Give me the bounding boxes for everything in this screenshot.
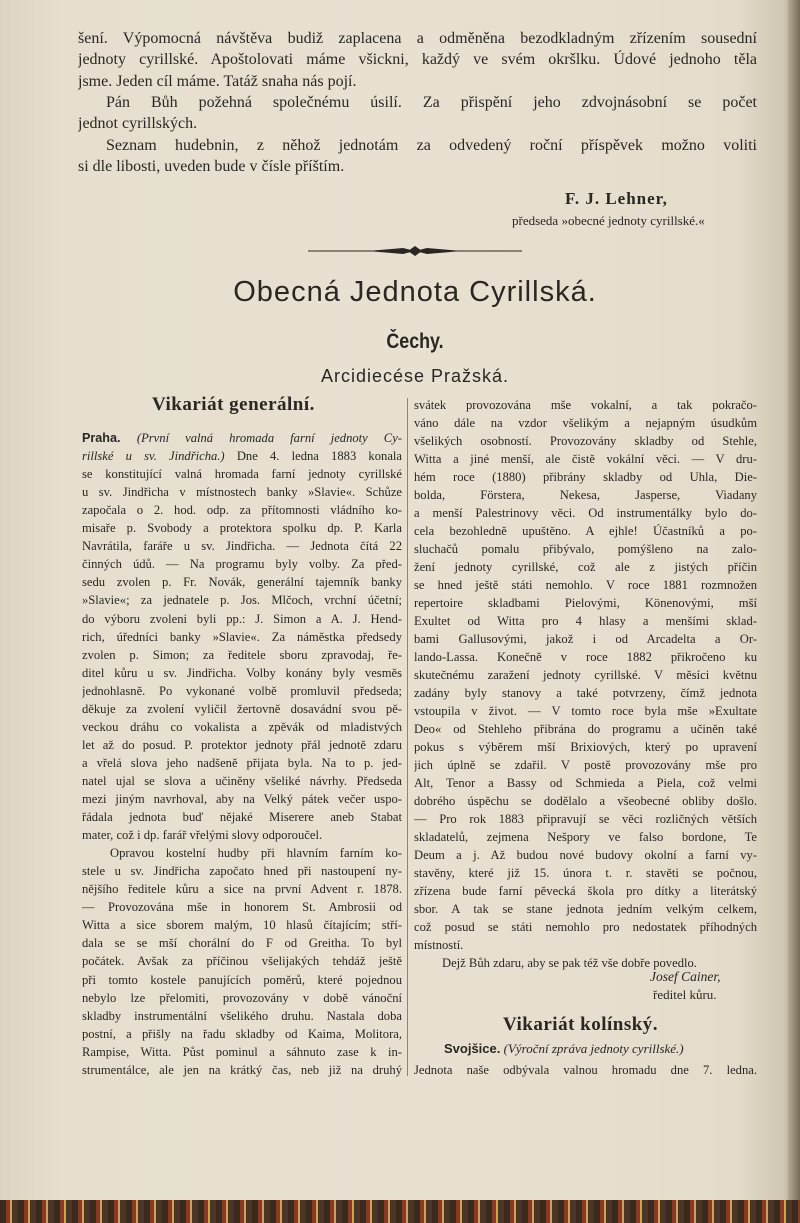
- text-line: [414, 468, 757, 486]
- text-line: [82, 898, 402, 916]
- line-text: dala se se mší chorální do F od Greitha. To byl: [82, 936, 402, 951]
- line-text: pokus s výběrem mší Brixiových, který po upravení: [414, 740, 757, 754]
- text-line: [82, 591, 402, 609]
- text-line: [82, 465, 402, 483]
- text-line: [414, 540, 757, 558]
- line-text: Dejž Bůh zdaru, aby se pak též vše dobře povedlo.: [442, 956, 697, 970]
- text-line: [82, 1043, 402, 1061]
- line-text: svátek provozována mše vokalní, a tak pokračo-: [414, 398, 757, 412]
- text-line: [414, 792, 757, 810]
- line-text: zadány byly stanovy a také potvrzeny, čímž jednota: [414, 686, 757, 700]
- text-line: [82, 429, 402, 447]
- text-line: [414, 864, 757, 882]
- line-text: skutečnému zaražení jednoty cyrillské. V měsíci květnu: [414, 668, 757, 682]
- text-line: [414, 396, 757, 414]
- text-line: [414, 882, 757, 900]
- text-line: [414, 828, 757, 846]
- line-text: šení. Výpomocná návštěva budiž zaplacena a odměněna bezodkladným zřízením sousední: [78, 30, 757, 47]
- line-text: sluchačů pomalu přibývalo, pomýšleno na zalo-: [414, 542, 757, 556]
- text-line: [82, 573, 402, 591]
- diocese-heading: Arcidiecése Pražská.: [320, 366, 510, 386]
- text-line: [414, 936, 757, 954]
- line-text: sbor. A tak se stane jednota jedním velkým celkem,: [414, 902, 757, 916]
- line-text: let až do posud. P. protektor jednoty přál jednotě zdaru: [82, 737, 402, 752]
- line-text: sedu zvolen p. Fr. Novák, generální tajemník banky: [82, 575, 402, 590]
- line-text: počátek. Avšak za příčinou všelijakých tehdáž ještě: [82, 954, 402, 969]
- text-line: [414, 738, 757, 756]
- line-text: Alt, Tenor a Bassy od Schmieda a Piela, což velmi: [414, 776, 757, 790]
- line-text: »Slavie«; za jednatele p. Jos. Mlčoch, vrchní účetní;: [82, 593, 402, 608]
- text-line: [82, 555, 402, 573]
- column-divider: [407, 398, 408, 1076]
- italic-text: rillské u sv. Jindřicha.): [82, 449, 225, 464]
- signature-name: F. J. Lehner,: [565, 189, 668, 208]
- line-text: jednot cyrillských.: [78, 115, 198, 133]
- line-text: děkuje za zvolení vyličil žertovně dosavádní svou pě-: [82, 701, 402, 716]
- text-line: [414, 648, 757, 666]
- text-line: [82, 736, 402, 754]
- line-text: veckou dráhu co vokalista a zpěvák od mladistvých: [82, 719, 402, 734]
- text-line: [414, 846, 757, 864]
- text-line: [82, 790, 402, 808]
- text-line: [82, 1025, 402, 1043]
- line-text: bami Gallusovými, jakož i od Arcadelta a Or-: [414, 632, 757, 646]
- line-text: Navrátila, faráře u sv. Jindřicha. — Jednota čítá 22: [82, 539, 402, 554]
- text-line: [78, 135, 757, 156]
- text-line: [82, 447, 402, 465]
- text-line: [414, 522, 757, 540]
- text-line: [414, 702, 757, 720]
- line-text: zvolen p. Simon; za ředitele sboru zpravodaj, ře-: [82, 647, 402, 662]
- text-line: [82, 664, 402, 682]
- text-line: [82, 862, 402, 880]
- text-line: [82, 934, 402, 952]
- text-line: [82, 700, 402, 718]
- line-text: stavěny, které již 15. února t. r. stavěti se počnou,: [414, 866, 757, 880]
- line-text: a vřelá slova jeho nadšeně přijata byla. Na to p. jed-: [82, 755, 402, 770]
- text-line: [414, 810, 757, 828]
- text-line: [82, 1007, 402, 1025]
- line-text: Witta a jiné menší, ale čistě vokální věci. — V dru-: [414, 452, 757, 466]
- line-text: jich úplně se zdařil. V postě provozovány mše pro: [414, 758, 757, 772]
- text-line: [82, 880, 402, 898]
- text-line: [82, 952, 402, 970]
- text-line: [414, 504, 757, 522]
- line-text: bolda, Förstera, Nekesa, Jasperse, Viadany: [414, 488, 757, 502]
- line-text: vstoupila v život. — V tomto roce byla mše »Exultate: [414, 704, 757, 718]
- line-text: repertoire skladbami Pielovými, Könenovými, mší: [414, 596, 757, 610]
- line-text: Rampise, Witta. Půst pominul a sáhnuto zase k in-: [82, 1044, 402, 1059]
- text-line: [414, 558, 757, 576]
- text-line: [78, 92, 757, 113]
- line-text: cela bezohledně upuštěno. A ejhle! Účastníků a po-: [414, 524, 757, 538]
- line-text: do výboru zvoleni byli pp.: J. Simon a A. J. Hend-: [82, 611, 402, 626]
- italic-text: (První valná hromada farní jednoty Cy-: [136, 431, 402, 445]
- signoff-title: ředitel kůru.: [653, 987, 717, 1002]
- text-line: [82, 718, 402, 736]
- text-line: [82, 537, 402, 555]
- text-line: [414, 684, 757, 702]
- line-text: nebylo lze přelomiti, provozovány v době vánoční: [82, 990, 402, 1005]
- text-line: [82, 826, 402, 844]
- line-text: strumentálce, ale jen na krátký čas, neb již na druhý: [82, 1062, 402, 1077]
- line-text: a menší Palestrinovy věci. Od instrumentálky bylo do-: [414, 506, 757, 520]
- section-title: Obecná Jednota Cyrillská.: [233, 276, 597, 308]
- line-text: ditel kůru u sv. Jindřicha. Volby konány byly vesměs: [82, 665, 402, 680]
- text-line: [414, 612, 757, 630]
- line-text: skladby instrumentální všelikého druhu. Nastala doba: [82, 1008, 402, 1023]
- line-text: jsme. Jeden cíl máme. Tatáž snaha nás pojí.: [78, 72, 357, 90]
- line-text: u sv. Jindřicha v místnostech banky »Slavie«. Schůze: [82, 485, 402, 500]
- line-text: Opravou kostelní hudby při hlavním farním ko-: [110, 846, 402, 861]
- text-line: [82, 682, 402, 700]
- text-line: [82, 483, 402, 501]
- text-line: [78, 113, 757, 134]
- text-line: [82, 519, 402, 537]
- line-text: při tomto kostele panujících poměrů, které pojednou: [82, 972, 402, 987]
- signature-title: předseda »obecné jednoty cyrillské.«: [512, 213, 705, 228]
- text-line: [82, 1061, 402, 1079]
- text-line: [414, 900, 757, 918]
- line-text: Dne 4. ledna 1883 konala: [224, 449, 402, 464]
- line-text: Deo« od Stehleho přibrána do programu a učiněn také: [414, 722, 757, 736]
- vicariate-general-heading: Vikariát generální.: [152, 394, 315, 415]
- line-text: dobrého úspěchu se dodělalo a všeobecné obliby došlo.: [414, 794, 757, 808]
- text-line: [414, 432, 757, 450]
- text-line: [414, 720, 757, 738]
- text-line: [82, 646, 402, 664]
- line-text: mater, což i dp. farář vřelými slovy odporoučel.: [82, 828, 323, 843]
- text-line: [414, 576, 757, 594]
- text-line: [82, 808, 402, 826]
- text-line: [82, 916, 402, 934]
- text-line: [414, 486, 757, 504]
- line-text: postní, a přišly na řadu skladby od Kaima, Molitora,: [82, 1026, 402, 1041]
- line-text: Seznam hudebnin, z něhož jednotám za odvedený roční příspěvek možno voliti: [106, 136, 757, 154]
- text-line: [414, 666, 757, 684]
- text-line: [414, 774, 757, 792]
- text-line: [82, 844, 402, 862]
- text-line: [414, 450, 757, 468]
- line-text: lando-Lassa. Konečně v roce 1882 přikročeno ku: [414, 650, 757, 664]
- text-line: [82, 628, 402, 646]
- line-text: — Pro rok 1883 připravují se věci rozličných větších: [414, 812, 757, 826]
- text-line: [82, 610, 402, 628]
- line-text: natel ujal se slova a učiněny všeliké návrhy. Předseda: [82, 773, 402, 788]
- text-line: [414, 918, 757, 936]
- line-text: zřízena bude farní pěvecká škola pro dítky a literátský: [414, 884, 757, 898]
- line-text: skladatelů, zejmena Nešpory ve falso bordone, Te: [414, 830, 757, 844]
- place-name: Svojšice.: [444, 1041, 501, 1056]
- line-text: jednohlasně. Po vykonané volbě promluvil předseda;: [82, 683, 402, 698]
- line-text: Witta a sice sborem malým, 10 hlasů čítajícím; stří-: [82, 918, 402, 933]
- text-line: [82, 971, 402, 989]
- text-line: [414, 594, 757, 612]
- vicariate-kolin-heading: Vikariát kolínský.: [503, 1014, 659, 1035]
- text-line: [82, 754, 402, 772]
- text-line: [414, 756, 757, 774]
- text-line: [414, 630, 757, 648]
- place-name: Praha.: [82, 431, 137, 445]
- text-line: [78, 28, 757, 49]
- line-text: stele u sv. Jindřicha započato hned při nastoupení ny-: [82, 864, 402, 879]
- line-text: si dle libosti, uveden bude v čísle příštím.: [78, 157, 345, 175]
- signoff-name: Josef Cainer,: [650, 969, 721, 984]
- ornament-divider-icon: [308, 244, 522, 258]
- line-text: Pán Bůh požehná společnému úsilí. Za přispění jeho zdvojnásobní se počet: [106, 93, 757, 111]
- report-subtitle: (Výroční zpráva jednoty cyrillské.): [503, 1041, 684, 1056]
- line-text: hém roce (1880) přibrány skladby od Uhla, Die-: [414, 470, 757, 484]
- line-text: Deum a j. Až budou nové budovy okolní a farní vy-: [414, 848, 757, 862]
- line-text: se konstitující valná hromada farní jednoty cyrillské: [82, 467, 402, 482]
- text-line: Jednota naše odbývala valnou hromadu dne 7. ledna.: [414, 1063, 757, 1077]
- text-line: [82, 989, 402, 1007]
- text-line: [78, 71, 757, 92]
- book-edge-decoration: [0, 1200, 800, 1223]
- line-text: se hned ještě státi nemohlo. V roce 1881 rozmnožen: [414, 578, 757, 592]
- line-text: mezi jiným navrhoval, aby na Velký pátek večer uspo-: [82, 792, 402, 806]
- line-text: činných údů. — Na programu byly volby. Za před-: [82, 557, 402, 572]
- text-line: [82, 772, 402, 790]
- line-text: — Provozována mše in honorem St. Ambrosii od: [82, 900, 402, 915]
- page-edge: [788, 0, 800, 1223]
- country-heading: Čechy.: [386, 330, 444, 353]
- line-text: započala o 2. hod. odp. za přítomnosti vládního ko-: [82, 503, 402, 518]
- line-text: misaře p. Svobody a protektora spolku dp. P. Karla: [82, 521, 402, 536]
- line-text: váno dále na vzdor všelikým a nejapným úsudkům: [414, 416, 757, 430]
- line-text: jednoty cyrillské. Apoštolovati máme všickni, každý ve svém okršlku. Údové jednoho těla: [78, 51, 757, 69]
- line-text: rich, úředníci banky »Slavie«. Za náměstka předsedy: [82, 629, 402, 644]
- line-text: Exultet od Witta pro 4 hlasy a menšími sklad-: [414, 614, 757, 628]
- text-line: [78, 156, 757, 177]
- line-text: žení jednoty cyrillské, což ale z jistých příčin: [414, 560, 757, 574]
- svojsice-line: [444, 1041, 684, 1057]
- line-text: místností.: [414, 938, 464, 952]
- text-line: [414, 414, 757, 432]
- line-text: nějšího ředitele kůru a sice na první Advent r. 1878.: [82, 882, 402, 897]
- line-text: řádala jednota buď nějaké Miserere aneb Stabat: [82, 810, 402, 825]
- text-line: [78, 49, 757, 70]
- text-line: [82, 501, 402, 519]
- line-text: což posud se státi nemohlo pro nedostatek příhodných: [414, 920, 757, 934]
- line-text: všelikých osobností. Provozovány skladby od Stehle,: [414, 434, 757, 448]
